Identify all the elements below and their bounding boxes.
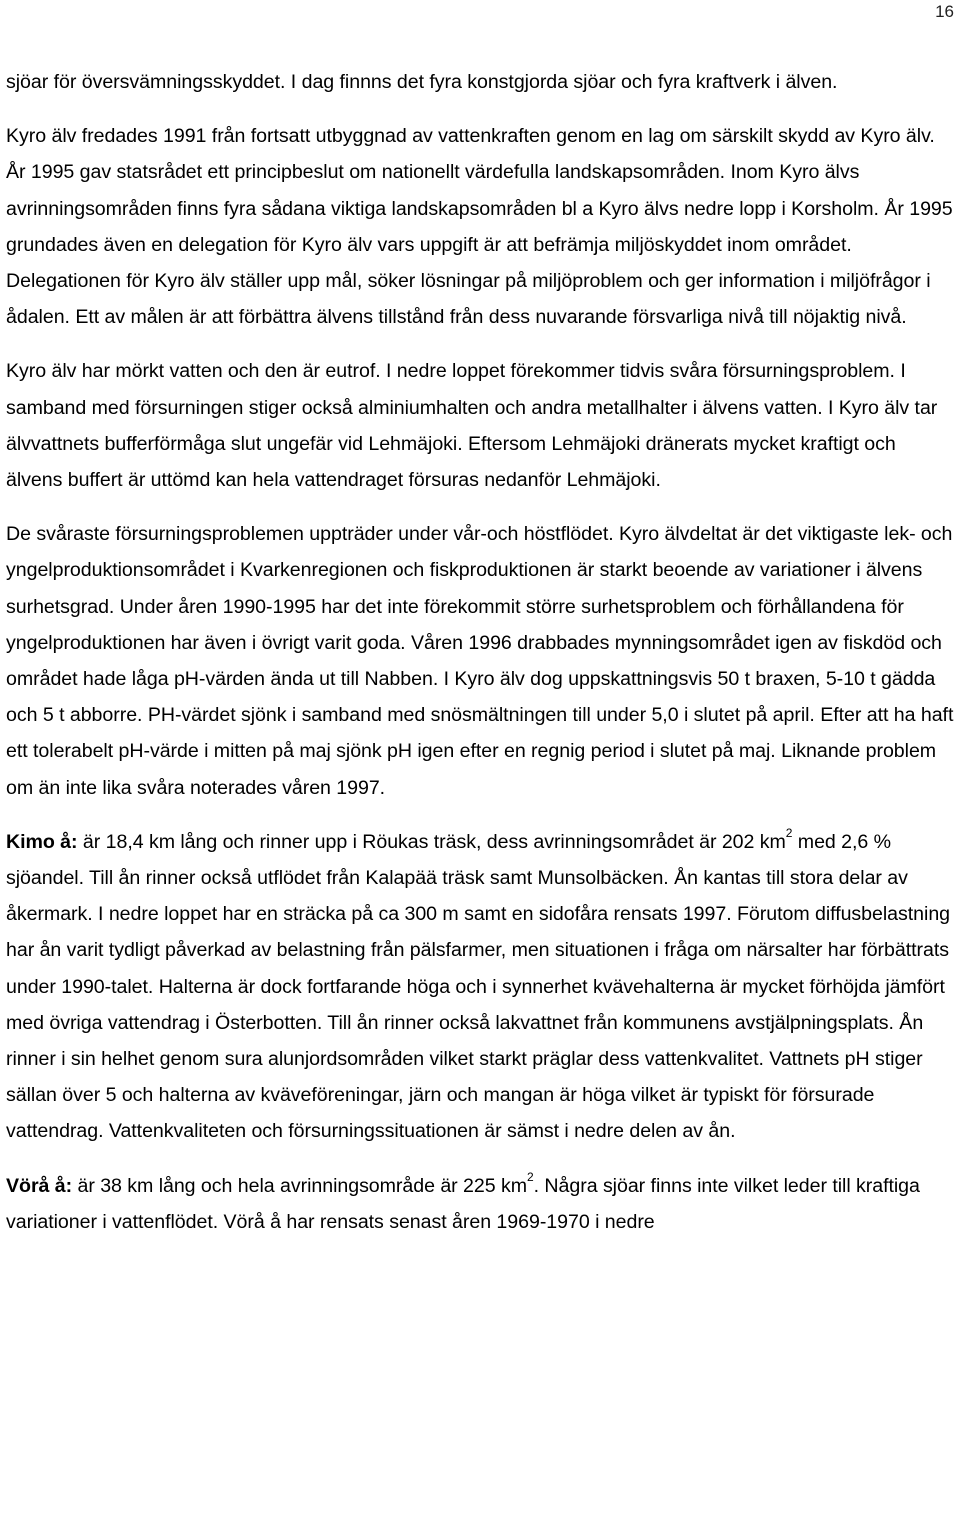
paragraph-acidification: Kyro älv har mörkt vatten och den är eutrof. I nedre loppet förekommer tidvis svåra försurningsproblem. I samband med försurningen stiger också alminiumhalten och andra metallhalter i älvens vatten. I Kyro älv tar älvvattnets bufferförmåga slut ungefär vid Lehmäjoki. Eftersom Lehmäjoki dränerats mycket kraftigt och älvens buffert är uttömd kan hela vattendraget försuras nedanför Lehmäjoki.	[6, 360, 938, 492]
paragraph-fish-production: De svåraste försurningsproblemen uppträder under vår-och höstflödet. Kyro älvdeltat är det viktigaste lek- och yngelproduktionsområdet i Kvarkenregionen och fiskproduktionen är starkt beoende av variationer i älvens surhetsgrad. Under åren 1990-1995 har det inte förekommit större surhetsproblem och förhållandena för yngelproduktionen har även i övrigt varit goda. Våren 1996 drabbades mynningsområdet igen av fiskdöd och området hade låga pH-värden ända ut till Nabben. I Kyro älv dog uppskattningsvis 50 t braxen, 5-10 t gädda och 5 t abborre. PH-värdet sjönk i samband med snösmältningen till under 5,0 i slutet på april. Efter att ha haft ett tolerabelt pH-värde i mitten på maj sjönk pH igen efter en regnig period i slutet på maj. Liknande problem om än inte lika svåra noterades våren 1997.	[6, 523, 954, 799]
vora-text-a: är 38 km lång och hela avrinningsområde är 225 km	[72, 1174, 528, 1197]
kimo-text-b: med 2,6 % sjöandel. Till ån rinner också utflödet från Kalapää träsk samt Munsolbäcken. Ån kantas till stora delar av åkermark. I nedre loppet har en sträcka på ca 300 m samt en sidofåra rensats 1997. Förutom diffusbelastning har ån varit tydligt påverkad av belastning från pälsfarmer, men situationen i fråga om närsalter har förbättrats under 1990-talet. Halterna är dock fortfarande höga och i synnerhet kvävehalterna är mycket förhöjda jämfört med övriga vattendrag i Österbotten. Till ån rinner också lakvattnet från kommunens avstjälpningsplats. Ån rinner i sin helhet genom sura alunjordsområden vilket starkt präglar dess vattenkvalitet. Vattnets pH stiger sällan över 5 och halterna av kväveföreningar, järn och mangan är höga vilket är typiskt för försurade vattendrag. Vattenkvaliteten och försurningssituationen är sämst i nedre delen av ån.	[6, 830, 951, 1143]
kimo-sup: 2	[785, 826, 793, 841]
page-number: 16	[935, 2, 954, 21]
paragraph-kimo	[6, 824, 954, 1150]
kimo-text-a: är 18,4 km lång och rinner upp i Röukas träsk, dess avrinningsområdet är 202 km	[77, 830, 786, 853]
vora-text-b: . Några sjöar finns inte vilket leder till kraftiga variationer i vattenflödet. Vörå å har rensats senast åren 1969-1970 i nedre	[6, 1174, 920, 1233]
paragraph-protection: Kyro älv fredades 1991 från fortsatt utbyggnad av vattenkraften genom en lag om särskilt skydd av Kyro älv. År 1995 gav statsrådet ett principbeslut om nationellt värdefulla landskapsområden. Inom Kyro älvs avrinningsområden finns fyra sådana viktiga landskapsområden bl a Kyro älvs nedre lopp i Korsholm. År 1995 grundades även en delegation för Kyro älv vars uppgift är att befrämja miljöskyddet inom området. Delegationen för Kyro älv ställer upp mål, söker lösningar på miljöproblem och ger information i miljöfrågor i ådalen. Ett av målen är att förbättra älvens tillstånd från dess nuvarande försvarliga nivå till nöjaktig nivå.	[6, 125, 953, 329]
paragraph-vora	[6, 1168, 954, 1240]
term-vora: Vörå å:	[6, 1174, 73, 1197]
vora-sup: 2	[527, 1170, 534, 1185]
document-body	[6, 64, 954, 1240]
term-kimo: Kimo å:	[6, 830, 78, 853]
paragraph-intro: sjöar för översvämningsskyddet. I dag finnns det fyra konstgjorda sjöar och fyra kraftverk i älven.	[6, 71, 838, 93]
